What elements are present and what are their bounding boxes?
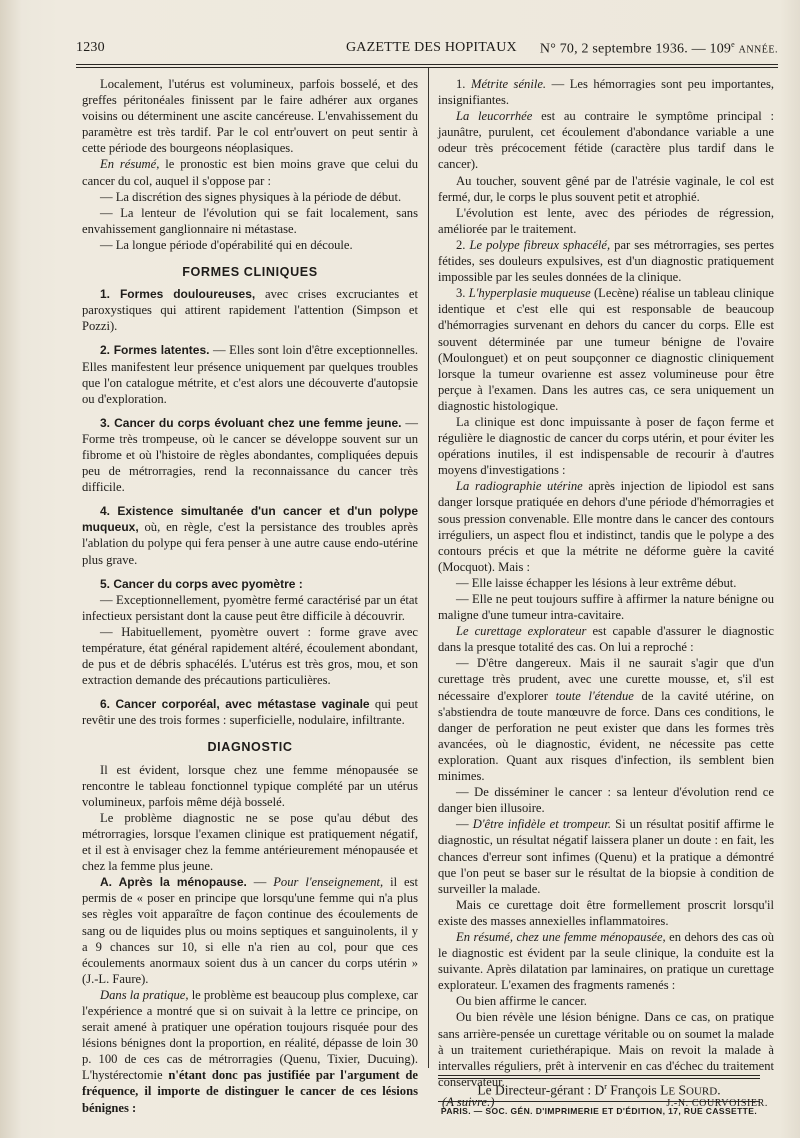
paragraph: 4. Existence simultanée d'un cancer et d'un polype muqueux, où, en règle, c'est la persistance des troubles après l'ablation du polype qui fera penser à une autre cause endo-utérine plus grave. bbox=[82, 504, 418, 567]
paragraph: Ou bien révèle une lésion bénigne. Dans ce cas, on pratique sans arrière-pensée un curettage véritable ou on soumet la malade à un traitement curiethérapique. Mais on revoit la malade à intervalles réguliers, prêt à intervenir en cas d'échec du traitement conservateur. bbox=[438, 1010, 774, 1089]
paragraph: En résumé, le pronostic est bien moins grave que celui du cancer du col, auquel il s'oppose par : bbox=[82, 157, 418, 188]
paragraph: 3. L'hyperplasie muqueuse (Lecène) réalise un tableau clinique identique et c'est elle qui est responsable de beaucoup d'hémorragies survenant en dehors du cancer du corps. Elle est souvent déterminée par une tumeur bénigne de l'ovaire (Moulonguet) et on peut soupçonner ce diagnostic cliniquement lorsque la tumeur ovarienne est assez volumineuse pour être perçue à l'examen. Dans les autres cas, ce sera uniquement un diagnostic histologique. bbox=[438, 286, 774, 413]
page-number: 1230 bbox=[76, 40, 105, 55]
paragraph: 5. Cancer du corps avec pyomètre : bbox=[100, 576, 303, 591]
paragraph: Il est évident, lorsque chez une femme ménopausée se rencontre le tableau fonctionnel typique complété par un utérus volumineux, parfois même déjà bosselé. bbox=[82, 762, 418, 809]
paragraph: — D'être dangereux. Mais il ne saurait s'agir que d'un curettage très prudent, avec une curette mousse, et, s'il est nécessaire d'explorer toute l'étendue de la cavité utérine, on s'abstiendra de toute manœuvre de force. Dans ces conditions, le danger de perforation ne peut exister que dans les formes très avancées, où le diagnostic, évident, ne nécessite pas cette exploration. Quant aux risques d'infection, ils semblent bien minimes. bbox=[438, 656, 774, 784]
printer-line: PARIS. — SOC. GÉN. D'IMPRIMERIE ET D'ÉDITION, 17, RUE CASSETTE. bbox=[440, 1106, 758, 1116]
paragraph: Le curettage explorateur est capable d'assurer le diagnostic dans la presque totalité des cas. On lui a reproché : bbox=[438, 624, 774, 655]
paragraph: A. Après la ménopause. — Pour l'enseignement, il est permis de « poser en principe que lorsqu'une femme qui n'a plus ses règles voit apparaître de façon continue des écoulements de sang ou de liquides plus ou moins septiques et sanguinolents, il y a 9 chances sur 10, si elle n'a rien au col, pour que ces écoulements anormaux soient dus à un cancer du corps utérin » (J.-L. Faure). bbox=[82, 875, 418, 986]
paragraph: Dans la pratique, le problème est beaucoup plus complexe, car l'expérience a montré que si on suivait à la lettre ce principe, on serait amené à pratiquer une opération toujours risquée pour des lésions bénignes dont la proportion, en réalité, dépasse de loin 30 p. 100 de ces cas de métrorragies (Quenu, Tixier, Ducuing). L'hystérectomie n'étant donc pas justifiée par l'argument de fréquence, il importe de distinguer le cancer de ces lésions bénignes : bbox=[82, 987, 419, 1115]
paragraph: Mais ce curettage doit être formellement proscrit lorsqu'il existe des masses annexielles inflammatoires. bbox=[438, 897, 774, 928]
paragraph: 6. Cancer corporéal, avec métastase vaginale qui peut revêtir une des trois formes : superficielle, nodulaire, infiltrante. bbox=[82, 697, 418, 728]
footer-rule bbox=[438, 1075, 760, 1076]
page-header bbox=[76, 40, 778, 62]
paragraph: — La lenteur de l'évolution qui se fait localement, sans envahissement ganglionnaire ni métastase. bbox=[82, 205, 418, 236]
paragraph: Au toucher, souvent gêné par de l'atrésie vaginale, le col est fermé, dur, le corps le plus souvent petit et atrophié. bbox=[438, 173, 774, 204]
paragraph: L'évolution est lente, avec des périodes de régression, améliorée par le traitement. bbox=[438, 205, 774, 236]
header-rule-2 bbox=[76, 67, 778, 68]
paragraph: 2. Formes latentes. — Elles sont loin d'être exceptionnelles. Elles manifestent leur présence uniquement par quelques troubles que l'on catalogue métrite, et c'est alors une découverte d'autopsie ou d'exploration. bbox=[82, 343, 418, 406]
paragraph: — La discrétion des signes physiques à la période de début. bbox=[100, 189, 402, 204]
column-rule bbox=[428, 68, 429, 1068]
footer-rule-3 bbox=[438, 1101, 760, 1102]
paragraph: 3. Cancer du corps évoluant chez une femme jeune. — Forme très trompeuse, où le cancer se développe souvent sur un fibrome et où l'histoire de règles abondantes, compliquées depuis peu de métrorragies, rend la reconnaissance du cancer très difficile. bbox=[82, 415, 419, 495]
left-column bbox=[82, 76, 418, 1116]
paragraph: 1. Formes douloureuses, avec crises excruciantes et paroxystiques qui attirent rapidement l'attention (Simpson et Pozzi). bbox=[82, 287, 419, 334]
paragraph: La leucorrhée est au contraire le symptôme principal : jaunâtre, purulent, cet écoulement d'abondance variable a une odeur très précocement fétide (caractère plus tardif dans le cancer). bbox=[438, 109, 775, 172]
paragraph: 2. Le polype fibreux sphacélé, par ses métrorragies, ses pertes fétides, ses douleurs expulsives, est d'un diagnostic pratiquement impossible par les seules données de la clinique. bbox=[438, 237, 774, 285]
paragraph: — Elle ne peut toujours suffire à affirmer la nature bénigne ou maligne d'une tumeur intra-cavitaire. bbox=[438, 592, 774, 623]
journal-title: GAZETTE DES HOPITAUX bbox=[346, 40, 517, 55]
paragraph: Ou bien affirme le cancer. bbox=[456, 994, 587, 1009]
footer-rule-2 bbox=[438, 1078, 760, 1079]
header-rule bbox=[76, 64, 778, 65]
right-column bbox=[438, 76, 774, 1112]
paragraph: — D'être infidèle et trompeur. Si un résultat positif affirme le diagnostic, un résultat négatif laissera planer un doute : en fait, les chances d'erreur sont infimes (Quenu) et la pratique a démontré que l'on peut se baser sur le résultat de la biopsie à condition de surveiller la malade. bbox=[438, 817, 774, 896]
paragraph: La radiographie utérine après injection de lipiodol est sans danger lorsque pratiquée en dehors d'une période d'hémorragies et sous pression convenable. Elle montre dans le cancer des contours irréguliers, un aspect flou et indistinct, tandis que le polype a des contours précis et que la métrite ne déforme guère la cavité (Mocquot). Mais : bbox=[438, 479, 774, 574]
paragraph: En résumé, chez une femme ménopausée, en dehors des cas où le diagnostic est évident par la seule clinique, la conduite est la suivante. Après dilatation par laminaires, on pratique un curettage explorateur. L'examen des fragments ramenés : bbox=[438, 929, 774, 993]
section-heading-formes: FORMES CLINIQUES bbox=[182, 265, 318, 280]
paragraph: Localement, l'utérus est volumineux, parfois bosselé, et des greffes péritonéales finissent par le faire adhérer aux organes voisins ou déterminent une ascite cancéreuse. L'envahissement du paramètre est très tardif. Par le col entr'ouvert on peut sentir à cette période des bourgeons néoplasiques. bbox=[82, 77, 418, 156]
to-be-continued: (A suivre.) bbox=[442, 1094, 495, 1109]
paragraph: Le problème diagnostic ne se pose qu'au début des métrorragies, lorsque l'examen clinique est pratiquement négatif, et il est à envisager chez la femme antérieurement ménopausée et chez la femme plus jeune. bbox=[82, 810, 418, 874]
paragraph: La clinique est donc impuissante à poser de façon ferme et régulière le diagnostic de cancer du corps utérin, et pour éviter les opérations inutiles, il est indispensable de recourir à d'autres moyens d'investigations : bbox=[438, 414, 774, 478]
director-line: Le Directeur-gérant : $D^r$ François LE SOURD. bbox=[477, 1082, 721, 1098]
issue-info: N° 70, 2 septembre 1936. — 109e ANNÉE. bbox=[539, 40, 778, 57]
paragraph: — De disséminer le cancer : sa lenteur d'évolution rend ce danger bien illusoire. bbox=[438, 785, 774, 816]
paragraph: — Exceptionnellement, pyomètre fermé caractérisé par un état infectieux persistant dont la cause peut être difficile à découvrir. bbox=[82, 592, 418, 623]
paragraph: 1. Métrite sénile. — Les hémorragies sont peu importantes, insignifiantes. bbox=[438, 77, 774, 108]
section-heading-diagnostic: DIAGNOSTIC bbox=[207, 740, 293, 755]
paragraph: — Habituellement, pyomètre ouvert : forme grave avec température, état général rapidement altéré, écoulement abondant, de pus et de débris sphacélés. L'utérus est très gros, mou, et son extraction demande des précautions particulières. bbox=[82, 624, 418, 688]
paragraph: — Elle laisse échapper les lésions à leur extrême début. bbox=[456, 575, 737, 590]
author-name: J.-N. COURVOISIER. bbox=[666, 1097, 768, 1109]
paragraph: — La longue période d'opérabilité qui en découle. bbox=[100, 237, 353, 252]
